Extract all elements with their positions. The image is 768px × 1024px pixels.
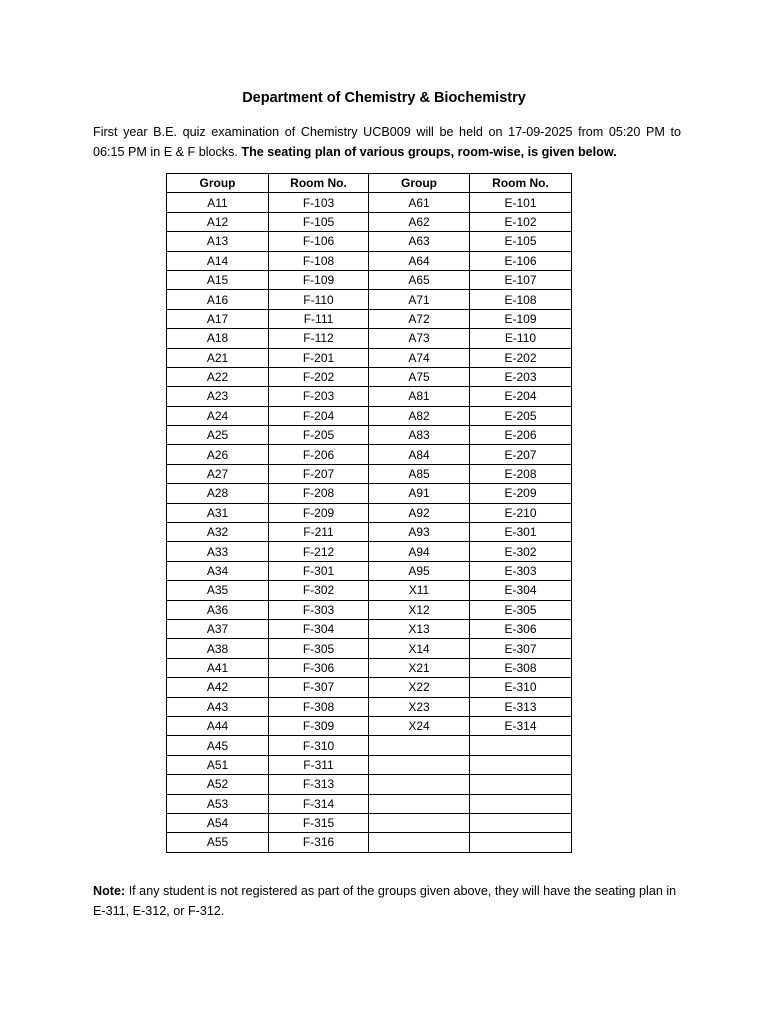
group-cell: X13 bbox=[369, 619, 470, 638]
room-cell: E-313 bbox=[470, 697, 572, 716]
room-cell bbox=[470, 794, 572, 813]
group-cell: X14 bbox=[369, 639, 470, 658]
group-cell: A91 bbox=[369, 484, 470, 503]
note-label: Note: bbox=[93, 884, 126, 898]
room-cell: F-304 bbox=[269, 619, 369, 638]
group-cell: A42 bbox=[167, 678, 269, 697]
room-cell bbox=[470, 755, 572, 774]
group-cell: A74 bbox=[369, 348, 470, 367]
table-row bbox=[167, 813, 572, 832]
group-cell: A52 bbox=[167, 775, 269, 794]
room-cell: E-203 bbox=[470, 367, 572, 386]
table-row bbox=[167, 270, 572, 289]
seating-table-body bbox=[167, 193, 572, 852]
group-cell: A28 bbox=[167, 484, 269, 503]
room-cell: F-110 bbox=[269, 290, 369, 309]
group-cell: A34 bbox=[167, 561, 269, 580]
group-cell: X21 bbox=[369, 658, 470, 677]
group-cell: A73 bbox=[369, 329, 470, 348]
group-cell: A64 bbox=[369, 251, 470, 270]
note-paragraph bbox=[93, 881, 681, 921]
group-cell: A93 bbox=[369, 523, 470, 542]
table-row bbox=[167, 193, 572, 212]
table-row bbox=[167, 716, 572, 735]
column-header-room: Room No. bbox=[269, 174, 369, 193]
group-cell: A72 bbox=[369, 309, 470, 328]
room-cell: E-106 bbox=[470, 251, 572, 270]
table-row bbox=[167, 755, 572, 774]
room-cell: F-301 bbox=[269, 561, 369, 580]
room-cell: E-314 bbox=[470, 716, 572, 735]
group-cell: A38 bbox=[167, 639, 269, 658]
room-cell: F-313 bbox=[269, 775, 369, 794]
room-cell: F-111 bbox=[269, 309, 369, 328]
room-cell: E-302 bbox=[470, 542, 572, 561]
group-cell: A51 bbox=[167, 755, 269, 774]
group-cell: A16 bbox=[167, 290, 269, 309]
table-row bbox=[167, 348, 572, 367]
table-row bbox=[167, 309, 572, 328]
table-row bbox=[167, 251, 572, 270]
room-cell: E-308 bbox=[470, 658, 572, 677]
table-header-row bbox=[167, 174, 572, 193]
group-cell: A75 bbox=[369, 367, 470, 386]
room-cell: F-315 bbox=[269, 813, 369, 832]
table-row bbox=[167, 367, 572, 386]
group-cell: A84 bbox=[369, 445, 470, 464]
page-title: Department of Chemistry & Biochemistry bbox=[242, 90, 526, 106]
room-cell: E-208 bbox=[470, 464, 572, 483]
table-row bbox=[167, 464, 572, 483]
group-cell: A15 bbox=[167, 270, 269, 289]
room-cell: F-311 bbox=[269, 755, 369, 774]
group-cell: A62 bbox=[369, 212, 470, 231]
room-cell: E-310 bbox=[470, 678, 572, 697]
group-cell: X11 bbox=[369, 581, 470, 600]
group-cell: A53 bbox=[167, 794, 269, 813]
room-cell: E-306 bbox=[470, 619, 572, 638]
group-cell bbox=[369, 833, 470, 852]
table-row bbox=[167, 581, 572, 600]
table-row bbox=[167, 542, 572, 561]
group-cell: A45 bbox=[167, 736, 269, 755]
group-cell: X23 bbox=[369, 697, 470, 716]
room-cell: F-108 bbox=[269, 251, 369, 270]
group-cell: A24 bbox=[167, 406, 269, 425]
group-cell bbox=[369, 736, 470, 755]
room-cell: E-301 bbox=[470, 523, 572, 542]
room-cell: F-306 bbox=[269, 658, 369, 677]
group-cell bbox=[369, 775, 470, 794]
group-cell: X12 bbox=[369, 600, 470, 619]
group-cell: A81 bbox=[369, 387, 470, 406]
table-row bbox=[167, 619, 572, 638]
room-cell: F-202 bbox=[269, 367, 369, 386]
table-row bbox=[167, 445, 572, 464]
group-cell: A14 bbox=[167, 251, 269, 270]
group-cell bbox=[369, 755, 470, 774]
room-cell: E-304 bbox=[470, 581, 572, 600]
intro-text: First year B.E. quiz examination of Chemistry UCB009 will be held on 17-09-2025 from 05:20 PM to 06:15 PM in E & F blocks. bbox=[93, 125, 681, 159]
room-cell: E-204 bbox=[470, 387, 572, 406]
group-cell: A32 bbox=[167, 523, 269, 542]
room-cell bbox=[470, 833, 572, 852]
room-cell: E-108 bbox=[470, 290, 572, 309]
table-row bbox=[167, 503, 572, 522]
room-cell: E-210 bbox=[470, 503, 572, 522]
room-cell: F-310 bbox=[269, 736, 369, 755]
room-cell: F-307 bbox=[269, 678, 369, 697]
room-cell: E-207 bbox=[470, 445, 572, 464]
room-cell: F-106 bbox=[269, 232, 369, 251]
group-cell: A43 bbox=[167, 697, 269, 716]
table-row bbox=[167, 600, 572, 619]
column-header-group: Group bbox=[167, 174, 269, 193]
group-cell: A31 bbox=[167, 503, 269, 522]
room-cell: F-109 bbox=[269, 270, 369, 289]
room-cell: E-107 bbox=[470, 270, 572, 289]
room-cell: E-209 bbox=[470, 484, 572, 503]
column-header-room: Room No. bbox=[470, 174, 572, 193]
table-row bbox=[167, 426, 572, 445]
group-cell: A13 bbox=[167, 232, 269, 251]
table-row bbox=[167, 736, 572, 755]
table-row bbox=[167, 387, 572, 406]
room-cell: F-316 bbox=[269, 833, 369, 852]
group-cell: A41 bbox=[167, 658, 269, 677]
table-row bbox=[167, 775, 572, 794]
group-cell: A71 bbox=[369, 290, 470, 309]
room-cell: F-105 bbox=[269, 212, 369, 231]
note-text: If any student is not registered as part of the groups given above, they will have the seating plan in E-311, E-312, or F-312. bbox=[93, 884, 677, 918]
group-cell: A85 bbox=[369, 464, 470, 483]
room-cell: F-212 bbox=[269, 542, 369, 561]
group-cell: A94 bbox=[369, 542, 470, 561]
group-cell: A83 bbox=[369, 426, 470, 445]
group-cell: A95 bbox=[369, 561, 470, 580]
group-cell bbox=[369, 794, 470, 813]
room-cell: E-110 bbox=[470, 329, 572, 348]
table-row bbox=[167, 290, 572, 309]
room-cell bbox=[470, 813, 572, 832]
group-cell: A44 bbox=[167, 716, 269, 735]
room-cell bbox=[470, 775, 572, 794]
room-cell: F-305 bbox=[269, 639, 369, 658]
room-cell: F-209 bbox=[269, 503, 369, 522]
group-cell: A61 bbox=[369, 193, 470, 212]
room-cell: F-112 bbox=[269, 329, 369, 348]
room-cell bbox=[470, 736, 572, 755]
table-row bbox=[167, 794, 572, 813]
room-cell: F-204 bbox=[269, 406, 369, 425]
seating-plan-table bbox=[166, 173, 572, 853]
group-cell: A92 bbox=[369, 503, 470, 522]
column-header-group: Group bbox=[369, 174, 470, 193]
room-cell: F-309 bbox=[269, 716, 369, 735]
group-cell: A36 bbox=[167, 600, 269, 619]
room-cell: E-303 bbox=[470, 561, 572, 580]
group-cell: X24 bbox=[369, 716, 470, 735]
room-cell: E-205 bbox=[470, 406, 572, 425]
room-cell: F-203 bbox=[269, 387, 369, 406]
table-row bbox=[167, 697, 572, 716]
group-cell: A35 bbox=[167, 581, 269, 600]
table-row bbox=[167, 523, 572, 542]
group-cell: A37 bbox=[167, 619, 269, 638]
table-row bbox=[167, 484, 572, 503]
room-cell: F-208 bbox=[269, 484, 369, 503]
room-cell: E-101 bbox=[470, 193, 572, 212]
room-cell: F-302 bbox=[269, 581, 369, 600]
room-cell: F-314 bbox=[269, 794, 369, 813]
group-cell: A82 bbox=[369, 406, 470, 425]
group-cell: A26 bbox=[167, 445, 269, 464]
room-cell: E-105 bbox=[470, 232, 572, 251]
table-row bbox=[167, 658, 572, 677]
room-cell: F-308 bbox=[269, 697, 369, 716]
group-cell: A55 bbox=[167, 833, 269, 852]
table-row bbox=[167, 329, 572, 348]
group-cell: A65 bbox=[369, 270, 470, 289]
group-cell: A23 bbox=[167, 387, 269, 406]
room-cell: F-207 bbox=[269, 464, 369, 483]
table-row bbox=[167, 561, 572, 580]
room-cell: F-201 bbox=[269, 348, 369, 367]
room-cell: F-205 bbox=[269, 426, 369, 445]
group-cell: A12 bbox=[167, 212, 269, 231]
intro-paragraph bbox=[93, 122, 681, 162]
room-cell: E-202 bbox=[470, 348, 572, 367]
group-cell: A54 bbox=[167, 813, 269, 832]
room-cell: F-206 bbox=[269, 445, 369, 464]
group-cell: A27 bbox=[167, 464, 269, 483]
room-cell: F-103 bbox=[269, 193, 369, 212]
room-cell: E-305 bbox=[470, 600, 572, 619]
table-row bbox=[167, 678, 572, 697]
room-cell: F-303 bbox=[269, 600, 369, 619]
group-cell: A17 bbox=[167, 309, 269, 328]
room-cell: E-102 bbox=[470, 212, 572, 231]
room-cell: E-307 bbox=[470, 639, 572, 658]
group-cell: A33 bbox=[167, 542, 269, 561]
room-cell: E-109 bbox=[470, 309, 572, 328]
group-cell: A21 bbox=[167, 348, 269, 367]
group-cell: A63 bbox=[369, 232, 470, 251]
group-cell: A22 bbox=[167, 367, 269, 386]
group-cell: A11 bbox=[167, 193, 269, 212]
room-cell: E-206 bbox=[470, 426, 572, 445]
room-cell: F-211 bbox=[269, 523, 369, 542]
table-row bbox=[167, 833, 572, 852]
table-row bbox=[167, 639, 572, 658]
group-cell: A25 bbox=[167, 426, 269, 445]
table-row bbox=[167, 212, 572, 231]
group-cell bbox=[369, 813, 470, 832]
table-row bbox=[167, 406, 572, 425]
table-row bbox=[167, 232, 572, 251]
group-cell: A18 bbox=[167, 329, 269, 348]
group-cell: X22 bbox=[369, 678, 470, 697]
intro-emphasis: The seating plan of various groups, room-wise, is given below. bbox=[241, 145, 617, 159]
